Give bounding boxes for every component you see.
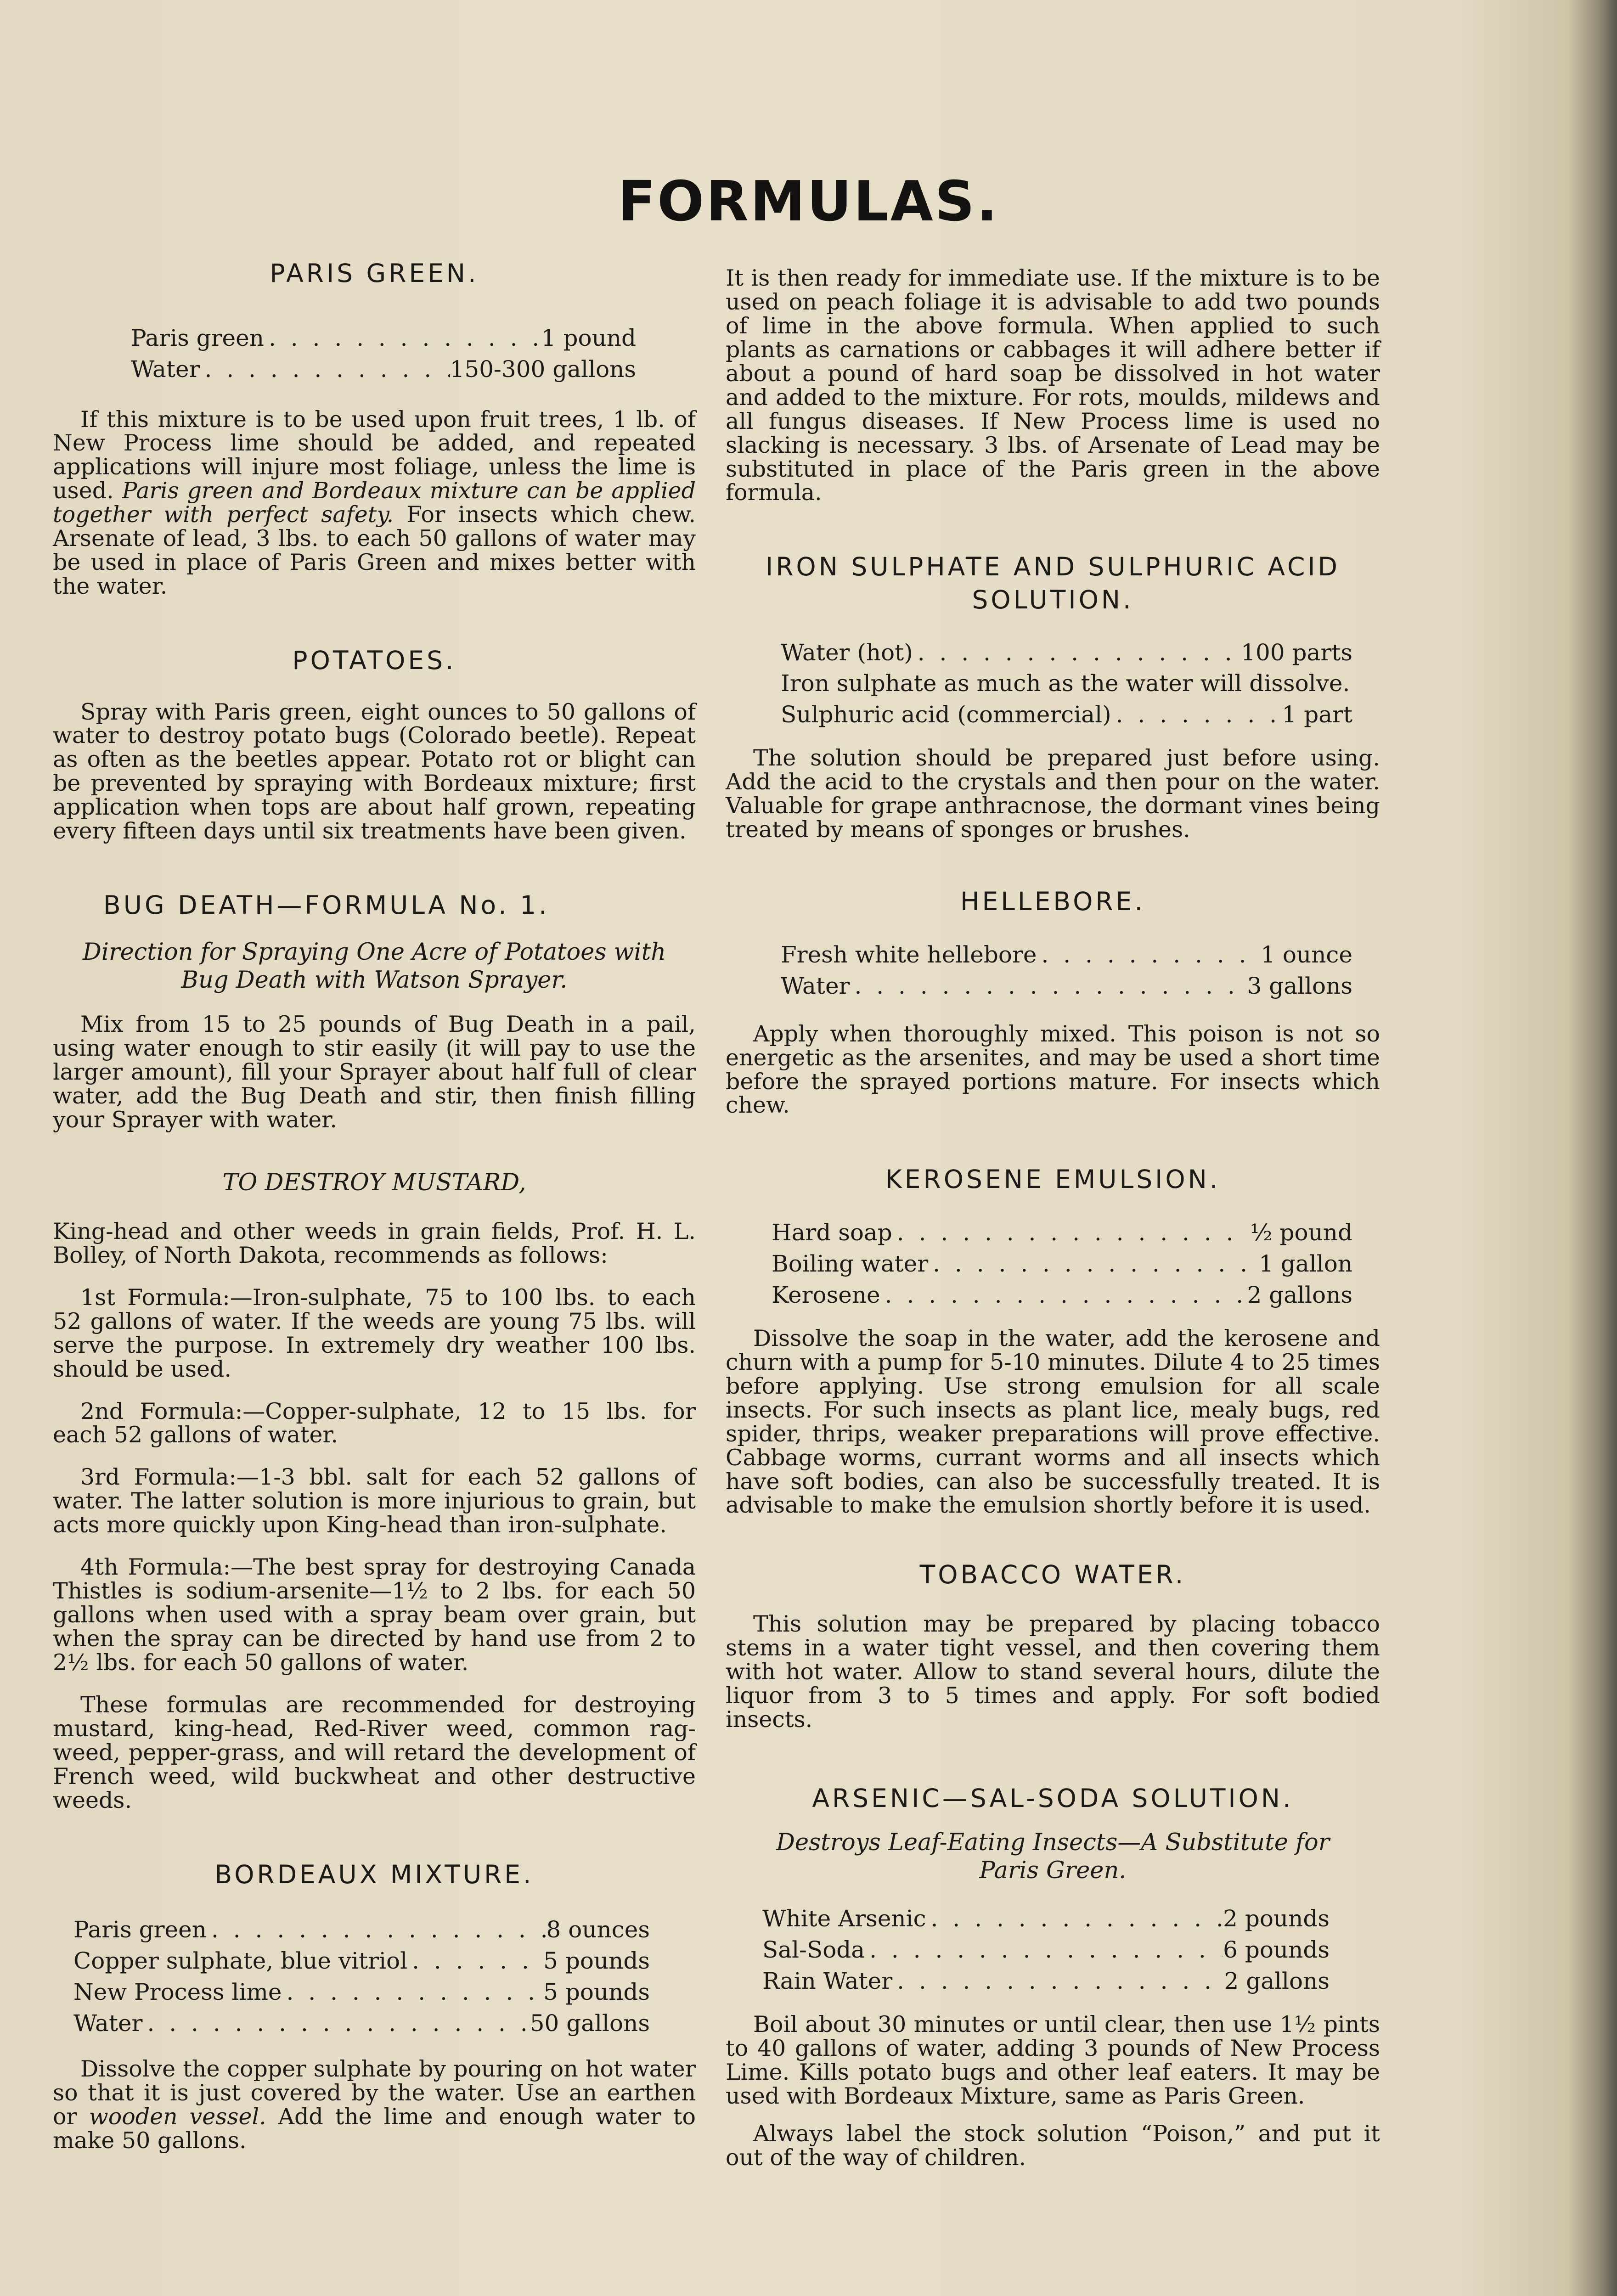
- table-row: Sulphuric acid (commercial) . . . 1 part: [781, 699, 1352, 730]
- mustard-intro: King-head and other weeds in grain fields, Prof. H. L. Bolley, of North Dakota, recommends as follows:: [53, 1218, 696, 1268]
- table-row: Fresh white hellebore . . . 1 ounce: [781, 939, 1352, 970]
- heading-kerosene: KEROSENE EMULSION.: [885, 1165, 1221, 1194]
- kerosene-text: Dissolve the soap in the water, add the kerosene and churn with a pump for 5-10 minutes. Dilute 4 to 25 times before applying. Use strong emulsion for all scale insects. For such insects as plant lice, mealy bugs, red spider, thrips, weaker preparations will prove effective. Cabbage worms, currant worms and all insects which have soft bodies, can also be successfully treated. It is advisable to make the emulsion shortly before it is used.: [726, 1325, 1380, 1519]
- arsenic-subheading: Destroys Leaf-Eating Insects—A Substitute for Paris Green.: [776, 1829, 1330, 1885]
- left-column: [53, 257, 696, 2153]
- table-row: Water . . . 50 gallons: [73, 2008, 650, 2039]
- kerosene-table: [726, 1217, 1380, 1311]
- table-row: Paris green . . . 1 pound: [131, 322, 636, 354]
- table-row: Water . . . 3 gallons: [781, 970, 1352, 1002]
- heading-bordeaux: BORDEAUX MIXTURE.: [214, 1859, 534, 1889]
- heading-potatoes: POTATOES.: [292, 646, 456, 675]
- mustard-closing: These formulas are recommended for destroying mustard, king-head, Red-River weed, common rag-weed, pepper-grass, and will retard the development of French weed, wild buckwheat and other destructive weeds.: [53, 1691, 696, 1813]
- table-row: New Process lime . . . 5 pounds: [73, 1976, 650, 2008]
- table-row: Hard soap . . . ½ pound: [772, 1217, 1352, 1248]
- bordeaux-table: [53, 1914, 696, 2039]
- heading-destroy-mustard: TO DESTROY MUSTARD,: [222, 1169, 526, 1196]
- table-row: White Arsenic . . . 2 pounds: [762, 1903, 1330, 1934]
- heading-tobacco: TOBACCO WATER.: [919, 1560, 1186, 1590]
- arsenic-table: [726, 1903, 1380, 1997]
- heading-arsenic: ARSENIC—SAL-SODA SOLUTION.: [812, 1783, 1294, 1813]
- tobacco-text: This solution may be prepared by placing tobacco stems in a water tight vessel, and then covering them with hot water. Allow to stand several hours, dilute the liquor from 3 to 5 times and apply. For soft bodied insects.: [726, 1610, 1380, 1733]
- paris-green-table: [53, 322, 696, 385]
- table-row: Copper sulphate, blue vitriol . . . 5 pounds: [73, 1945, 650, 1976]
- right-column: [726, 257, 1380, 2170]
- bug-death-text: Mix from 15 to 25 pounds of Bug Death in a pail, using water enough to stir easily (it will pay to use the larger amount), fill your Sprayer about half full of clear water, add the Bug Death and stir, then finish filling your Sprayer with water.: [53, 1011, 696, 1133]
- table-row: Kerosene . . . 2 gallons: [772, 1279, 1352, 1311]
- iron-sulphate-text: The solution should be prepared just before using. Add the acid to the crystals and then pour on the water. Valuable for grape anthracnose, the dormant vines being treated by means of sponges or brushes.: [726, 745, 1380, 843]
- table-row: Water (hot) . . . 100 parts: [781, 637, 1352, 668]
- table-row: Sal-Soda . . . 6 pounds: [762, 1934, 1330, 1965]
- heading-hellebore: HELLEBORE.: [960, 887, 1145, 917]
- mustard-formula-4: 4th Formula:—The best spray for destroying Canada Thistles is sodium-arsenite—1½ to 2 lbs. for each 50 gallons when used with a spray beam over grain, but when the spray can be directed by hand use from 2 to 2½ lbs. for each 50 gallons of water.: [53, 1554, 696, 1676]
- hellebore-table: [726, 939, 1380, 1002]
- mustard-formula-3: 3rd Formula:—1-3 bbl. salt for each 52 gallons of water. The latter solution is more injurious to grain, but acts more quickly upon King-head than iron-sulphate.: [53, 1464, 696, 1538]
- table-row: Rain Water . . . 2 gallons: [762, 1965, 1330, 1997]
- heading-iron-sulphate: IRON SULPHATE AND SULPHURIC ACID SOLUTION.: [765, 552, 1341, 614]
- mustard-formula-2: 2nd Formula:—Copper-sulphate, 12 to 15 lbs. for each 52 gallons of water.: [53, 1398, 696, 1448]
- bug-death-subheading: Direction for Spraying One Acre of Potatoes with Bug Death with Watson Sprayer.: [82, 938, 666, 994]
- table-row: Boiling water . . . 1 gallon: [772, 1248, 1352, 1279]
- mustard-formula-1: 1st Formula:—Iron-sulphate, 75 to 100 lbs. to each 52 gallons of water. If the weeds are young 75 lbs. will serve the purpose. In extremely dry weather 100 lbs. should be used.: [53, 1284, 696, 1382]
- paris-green-text: If this mixture is to be used upon fruit trees, 1 lb. of New Process lime should be added, and repeated applications will injure most foliage, unless the lime is used. Paris green and Bordeaux mixture can be applied together with perfect safety. For insects which chew. Arsenate of lead, 3 lbs. to each 50 gallons of water may be used in place of Paris Green and mixes better with the water.: [53, 406, 696, 600]
- page-title: FORMULAS.: [618, 170, 999, 234]
- table-row: Iron sulphate as much as the water will dissolve.: [781, 670, 1350, 697]
- paris-green-continued: It is then ready for immediate use. If the mixture is to be used on peach foliage it is advisable to add two pounds of lime in the above formula. When applied to such plants as carnations or cabbages it will adhere better if about a pound of hard soap be dissolved in hot water and added to the mixture. For rots, moulds, mildews and all fungus diseases. If New Process lime is used no slacking is necessary. 3 lbs. of Arsenate of Lead may be substituted in place of the Paris green in the above formula.: [726, 265, 1380, 506]
- potatoes-text: Spray with Paris green, eight ounces to 50 gallons of water to destroy potato bugs (Colorado beetle). Repeat as often as the beetles appear. Potato rot or blight can be prevented by spraying with Bordeaux mixture; first application when tops are about half grown, repeating every fifteen days until six treatments have been given.: [53, 698, 696, 844]
- heading-bug-death: BUG DEATH—FORMULA No. 1.: [103, 890, 550, 920]
- bordeaux-text: Dissolve the copper sulphate by pouring on hot water so that it is just covered by the water. Use an earthen or wooden vessel. Add the lime and enough water to make 50 gallons.: [53, 2056, 696, 2154]
- heading-paris-green: PARIS GREEN.: [270, 259, 479, 288]
- arsenic-warning: Always label the stock solution “Poison,” and put it out of the way of children.: [726, 2121, 1380, 2171]
- iron-sulphate-table: [726, 637, 1380, 730]
- table-row: Paris green . . . 8 ounces: [73, 1914, 650, 1945]
- arsenic-text: Boil about 30 minutes or until clear, then use 1½ pints to 40 gallons of water, adding 3 pounds of New Process Lime. Kills potato bugs and other leaf eaters. It may be used with Bordeaux Mixture, same as Paris Green.: [726, 2011, 1380, 2110]
- table-row: Water . . . 150-300 gallons: [131, 354, 636, 385]
- hellebore-text: Apply when thoroughly mixed. This poison is not so energetic as the arsenites, and may be used a short time before the sprayed portions mature. For insects which chew.: [726, 1020, 1380, 1119]
